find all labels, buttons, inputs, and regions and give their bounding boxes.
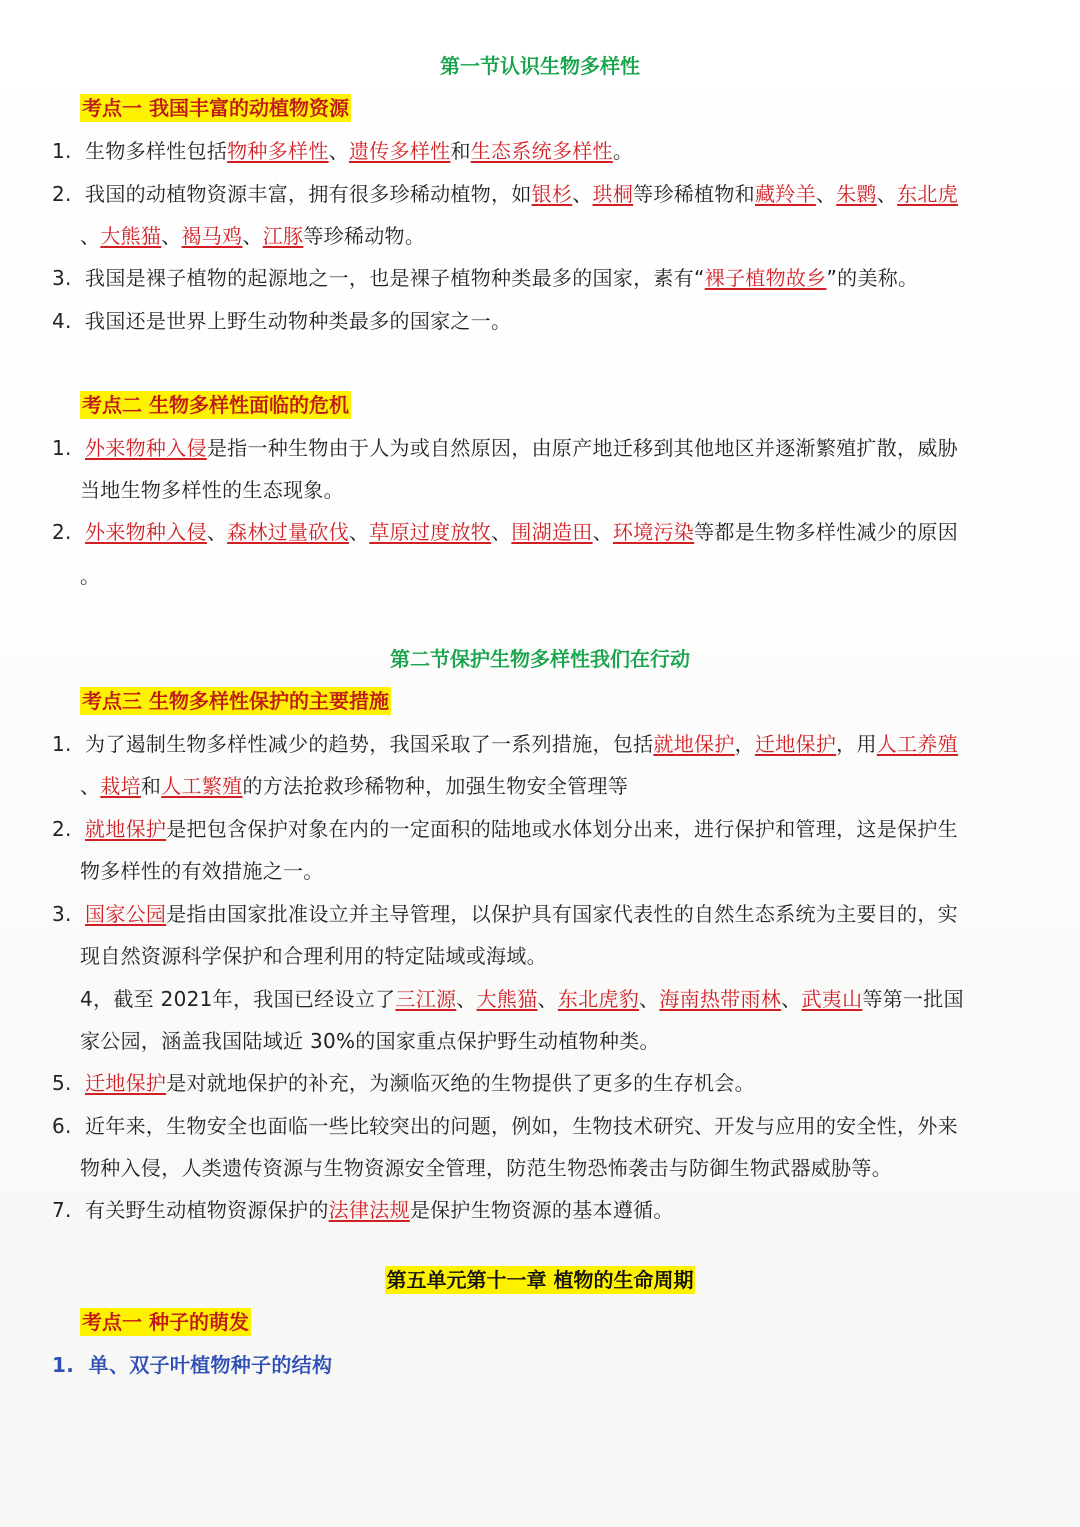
list-item: 3. 国家公园是指由国家批准设立并主导管理，以保护具有国家代表性的自然生态系统为主要目的，实 bbox=[52, 902, 958, 926]
key-term: 人工繁殖 bbox=[161, 774, 243, 798]
list-item: 1. 外来物种入侵是指一种生物由于人为或自然原因，由原产地迁移到其他地区并逐渐繁殖扩散，威胁 bbox=[52, 436, 958, 460]
key-term: 围湖造田 bbox=[511, 520, 593, 544]
list-item: 5. 迁地保护是对就地保护的补充，为濒临灭绝的生物提供了更多的生存机会。 bbox=[52, 1071, 755, 1095]
key-term: 人工养殖 bbox=[876, 732, 958, 756]
key-point-heading: 考点三 生物多样性保护的主要措施 bbox=[82, 689, 389, 713]
key-term: 三江源 bbox=[395, 987, 457, 1011]
key-term: 大熊猫 bbox=[100, 224, 162, 248]
chapter-title: 第五单元第十一章 植物的生命周期 bbox=[386, 1268, 694, 1292]
key-term: 迁地保护 bbox=[754, 732, 837, 756]
list-item-continuation: 。 bbox=[80, 564, 101, 588]
list-item: 2. 外来物种入侵、森林过量砍伐、草原过度放牧、围湖造田、环境污染等都是生物多样性减少的原因 bbox=[52, 520, 959, 544]
key-point-heading: 考点一 种子的萌发 bbox=[82, 1310, 249, 1334]
key-term: 遗传多样性 bbox=[348, 139, 451, 163]
key-term: 银杉 bbox=[531, 182, 573, 206]
key-term: 栽培 bbox=[100, 774, 141, 798]
key-term: 迁地保护 bbox=[85, 1071, 167, 1095]
key-term: 东北虎豹 bbox=[557, 987, 640, 1011]
list-item: 7. 有关野生动植物资源保护的法律法规是保护生物资源的基本遵循。 bbox=[52, 1198, 674, 1222]
list-item: 3. 我国是裸子植物的起源地之一，也是裸子植物种类最多的国家，素有“裸子植物故乡”的美称。 bbox=[52, 266, 919, 290]
key-term: 生态系统多样性 bbox=[470, 139, 613, 163]
list-item-continuation: 、大熊猫、褐马鸡、江豚等珍稀动物。 bbox=[80, 224, 426, 248]
key-term: 武夷山 bbox=[801, 987, 863, 1011]
section-title: 第二节保护生物多样性我们在行动 bbox=[390, 647, 690, 671]
list-item-continuation: 现自然资源科学保护和合理利用的特定陆域或海域。 bbox=[80, 944, 547, 968]
key-term: 褐马鸡 bbox=[181, 224, 243, 248]
key-term: 朱鹮 bbox=[836, 182, 877, 206]
list-item: 6. 近年来，生物安全也面临一些比较突出的问题，例如，生物技术研究、开发与应用的安全性，外来 bbox=[52, 1114, 958, 1138]
key-term: 森林过量砍伐 bbox=[227, 520, 349, 544]
key-term: 藏羚羊 bbox=[754, 182, 816, 206]
key-term: 外来物种入侵 bbox=[85, 520, 207, 544]
key-term: 法律法规 bbox=[328, 1198, 410, 1222]
key-term: 草原过度放牧 bbox=[369, 520, 492, 544]
list-item-continuation: 物多样性的有效措施之一。 bbox=[80, 859, 324, 883]
list-item: 4，截至 2021年，我国已经设立了三江源、大熊猫、东北虎豹、海南热带雨林、武夷山等第一批国 bbox=[80, 987, 964, 1011]
list-item-continuation: 、栽培和人工繁殖的方法抢救珍稀物种，加强生物安全管理等 bbox=[80, 774, 629, 798]
list-item-continuation: 当地生物多样性的生态现象。 bbox=[80, 478, 344, 502]
section-title: 第一节认识生物多样性 bbox=[440, 54, 640, 78]
key-term: 就地保护 bbox=[653, 732, 735, 756]
list-item: 1. 为了遏制生物多样性减少的趋势，我国采取了一系列措施，包括就地保护，迁地保护，用人工养殖 bbox=[52, 732, 958, 756]
key-term: 环境污染 bbox=[612, 520, 695, 544]
key-term: 物种多样性 bbox=[227, 139, 329, 163]
key-term: 裸子植物故乡 bbox=[704, 266, 827, 290]
key-term: 大熊猫 bbox=[476, 987, 538, 1011]
list-item: 1. 生物多样性包括物种多样性、遗传多样性和生态系统多样性。 bbox=[52, 139, 634, 163]
key-point-heading: 考点一 我国丰富的动植物资源 bbox=[82, 96, 349, 120]
list-item-continuation: 家公园，涵盖我国陆域近 30%的国家重点保护野生动植物种类。 bbox=[80, 1029, 660, 1053]
key-term: 东北虎 bbox=[897, 182, 959, 206]
key-term: 珙桐 bbox=[592, 182, 634, 206]
list-item: 4. 我国还是世界上野生动物种类最多的国家之一。 bbox=[52, 309, 512, 333]
key-point-heading: 考点二 生物多样性面临的危机 bbox=[82, 393, 349, 417]
key-term: 江豚 bbox=[262, 224, 304, 248]
key-term: 外来物种入侵 bbox=[85, 436, 207, 460]
key-term: 就地保护 bbox=[85, 817, 167, 841]
list-item: 2. 我国的动植物资源丰富，拥有很多珍稀动植物，如银杉、珙桐等珍稀植物和藏羚羊、朱鹮、东北虎 bbox=[52, 182, 959, 206]
list-item: 2. 就地保护是把包含保护对象在内的一定面积的陆地或水体划分出来，进行保护和管理，这是保护生 bbox=[52, 817, 958, 841]
list-item: 1. 单、双子叶植物种子的结构 bbox=[52, 1353, 333, 1377]
key-term: 国家公园 bbox=[85, 902, 167, 926]
list-item-continuation: 物种入侵，人类遗传资源与生物资源安全管理，防范生物恐怖袭击与防御生物武器威胁等。 bbox=[80, 1156, 892, 1180]
key-term: 海南热带雨林 bbox=[659, 987, 782, 1011]
